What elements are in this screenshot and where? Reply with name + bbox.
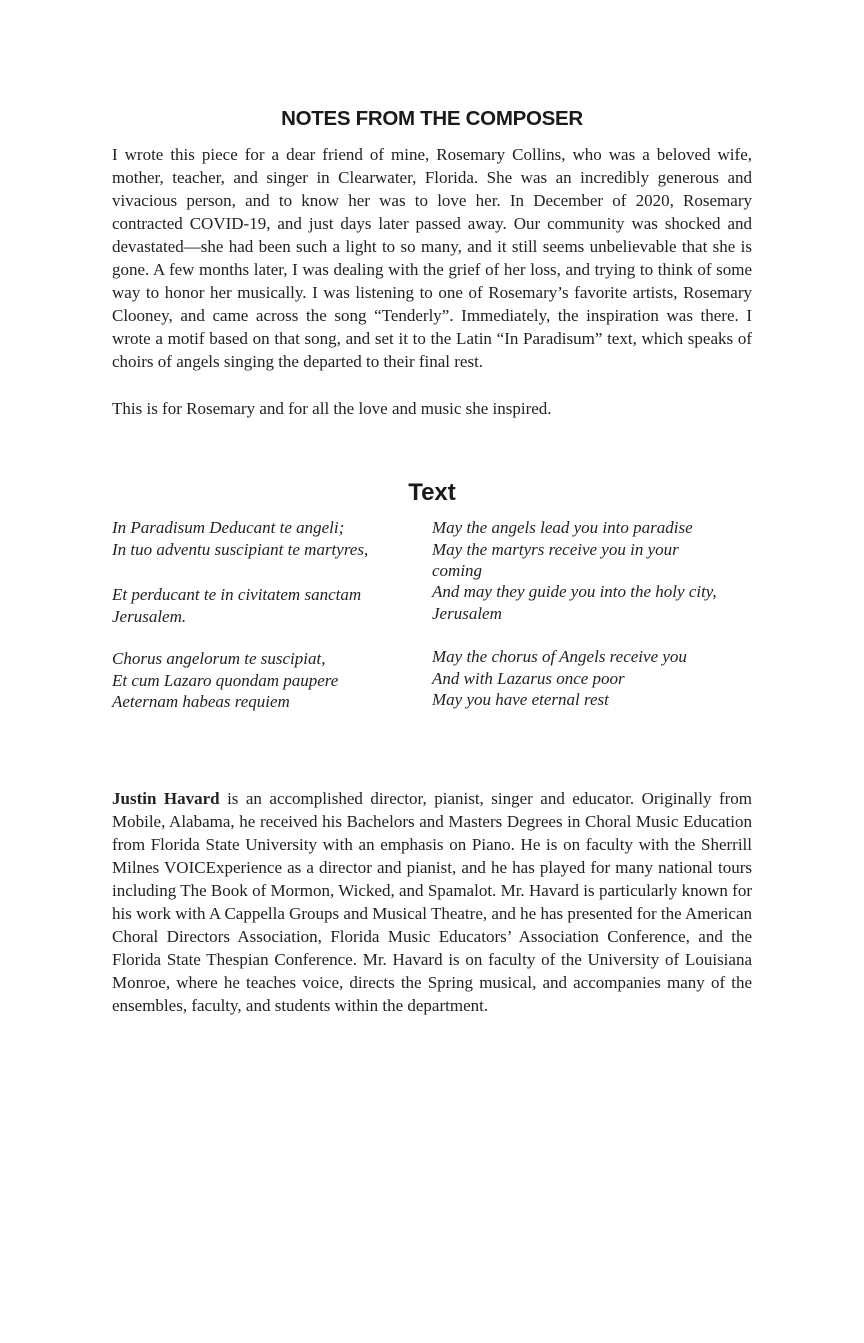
english-line: And with Lazarus once poor xyxy=(432,668,625,688)
notes-paragraph: I wrote this piece for a dear friend of mine, Rosemary Collins, who was a beloved wife, mother, teacher, and singer in Clearwater, Florida. She was an incredibly generous and vivacious person, and to know her was to love her. In December of 2020, Rosemary contracted COVID-19, and just days later passed away. Our community was shocked and devastated—she had been such a light to so many, and it still seems unbelievable that she is gone. A few months later, I was dealing with the grief of her loss, and trying to think of some way to honor her musically. I was listening to one of Rosemary’s favorite artists, Rosemary Clooney, and came across the song “Tenderly”. Immediately, the inspiration was there. I wrote a motif based on that song, and set it to the Latin “In Paradisum” text, which speaks of choirs of angels singing the departed to their final rest. xyxy=(112,145,752,371)
english-line: And may they guide you into the holy city, xyxy=(432,582,717,601)
latin-line: Aeternam habeas requiem xyxy=(112,692,290,711)
composer-bio xyxy=(112,787,752,1017)
english-stanza-2 xyxy=(432,581,762,624)
english-stanza-3 xyxy=(432,646,762,711)
dedication-line: This is for Rosemary and for all the love and music she inspired. xyxy=(112,399,552,418)
latin-stanza-2 xyxy=(112,584,402,627)
text-heading: Text xyxy=(408,479,456,506)
english-line: May the chorus of Angels receive you xyxy=(432,647,687,666)
latin-line: In Paradisum Deducant te angeli; xyxy=(112,518,345,537)
english-line: May the angels lead you into paradise xyxy=(432,518,693,537)
latin-line: Chorus angelorum te suscipiat, xyxy=(112,649,326,668)
english-line: coming xyxy=(432,561,483,580)
bio-name: Justin Havard xyxy=(112,789,220,808)
latin-line: In tuo adventu suscipiant te martyres, xyxy=(112,539,369,559)
english-line: Jerusalem xyxy=(432,603,502,623)
english-line: May the martyrs receive you in your xyxy=(432,539,679,559)
latin-line: Et cum Lazaro quondam paupere xyxy=(112,670,339,690)
bio-text: is an accomplished director, pianist, singer and educator. Originally from Mobile, Alabama, he received his Bachelors and Masters Degrees in Choral Music Education from Florida State University with an emphasis on Piano. He is on faculty with the Sherrill Milnes VOICExperience as a director and pianist, and he has played for many national tours including The Book of Mormon, Wicked, and Spamalot. Mr. Havard is particularly known for his work with A Cappella Groups and Musical Theatre, and he has presented for the American Choral Directors Association, Florida Music Educators’ Association Conference, and the Florida State Thespian Conference. Mr. Havard is on faculty of the University of Louisiana Monroe, where he teaches voice, directs the Spring musical, and accompanies many of the ensembles, faculty, and students within the department. xyxy=(112,789,752,1015)
english-line: May you have eternal rest xyxy=(432,690,609,709)
english-stanza-1 xyxy=(432,517,762,582)
latin-stanza-1 xyxy=(112,517,368,560)
latin-line: Jerusalem. xyxy=(112,606,187,626)
latin-stanza-3 xyxy=(112,648,402,713)
latin-line: Et perducant te in civitatem sanctam xyxy=(112,585,362,604)
notes-heading: NOTES FROM THE COMPOSER xyxy=(281,107,583,130)
